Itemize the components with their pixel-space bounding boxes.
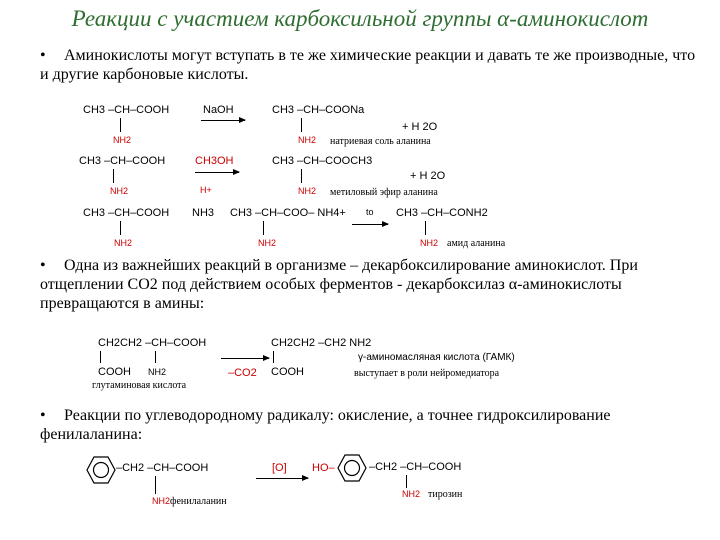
r5-reactant: –CH2 –CH–COOH: [116, 462, 209, 474]
bond-line: [301, 169, 302, 183]
paragraph-text: Аминокислоты могут вступать в те же химические реакции и давать те же производные, что и другие карбоновые кислоты.: [40, 47, 696, 83]
paragraph-3: [40, 406, 700, 444]
r4-nh2: NH2: [148, 367, 167, 377]
bond-line: [120, 118, 121, 132]
r3-condition: to: [366, 207, 374, 217]
bond-line: [273, 351, 274, 363]
r2-product: CH3 –CH–COOCH3: [272, 155, 373, 167]
r5-product-nh2: NH2: [402, 489, 421, 499]
r5-reagent: [O]: [272, 462, 287, 474]
r3-reactant: CH3 –CH–COOH: [83, 207, 170, 219]
bond-line: [425, 221, 426, 235]
r2-reagent: CH3OH: [195, 155, 234, 167]
r4-product: CH2CH2 –CH2 NH2: [271, 337, 372, 349]
r3-nh2-intermediate: NH2: [258, 238, 277, 248]
r2-byproduct: + H 2O: [410, 170, 446, 182]
r1-product: CH3 –CH–COONa: [272, 104, 365, 116]
reaction-arrow: [195, 172, 239, 173]
bond-line: [100, 351, 101, 363]
reaction-arrow: [221, 358, 269, 359]
bond-line: [406, 475, 407, 488]
r3-product: CH3 –CH–CONH2: [396, 207, 488, 219]
r3-reagent: NH3: [192, 207, 215, 219]
r3-nh2-reactant: NH2: [114, 238, 133, 248]
bond-line: [120, 221, 121, 235]
r4-cooh: COOH: [98, 366, 131, 378]
r4-product-cooh: COOH: [271, 366, 304, 378]
bullet: •: [40, 407, 46, 424]
r5-product: –CH2 –CH–COOH: [369, 461, 462, 473]
bullet: •: [40, 47, 46, 64]
bond-line: [301, 118, 302, 132]
r2-product-name: метиловый эфир аланина: [330, 187, 438, 198]
r1-product-name: натриевая соль аланина: [330, 136, 431, 147]
bond-line: [263, 221, 264, 235]
r5-product-name: тирозин: [428, 489, 463, 500]
r4-loss: –CO2: [228, 367, 257, 379]
paragraph-text: Одна из важнейших реакций в организме – декарбоксилирование аминокислот. При отщеплении CO2 под действием особых ферментов - декарбоксилаз α-аминокислоты превращаются в амины:: [40, 257, 638, 312]
bullet: •: [40, 257, 46, 274]
benzene-ring-icon: [337, 454, 367, 482]
r1-reactant: CH3 –CH–COOH: [83, 104, 170, 116]
paragraph-1: [40, 46, 700, 84]
r1-nh2-reactant: NH2: [113, 135, 132, 145]
r1-reagent: NaOH: [203, 104, 234, 116]
r5-hydroxyl: HO–: [312, 462, 335, 474]
r4-role: выступает в роли нейромедиатора: [354, 368, 500, 379]
r2-catalyst: H+: [200, 185, 212, 195]
r1-nh2-product: NH2: [298, 135, 317, 145]
r3-intermediate: CH3 –CH–COO– NH4+: [230, 207, 346, 219]
paragraph-2: [40, 256, 700, 313]
bond-line: [155, 476, 156, 494]
r4-product-name: γ-аминомасляная кислота (ГАМК): [358, 352, 515, 363]
r2-nh2-reactant: NH2: [110, 186, 129, 196]
paragraph-text: Реакции по углеводородному радикалу: окисление, а точнее гидроксилирование фенилаланина:: [40, 407, 611, 443]
page-title: Реакции с участием карбоксильной группы α-аминокислот: [71, 6, 649, 31]
r5-nh2: NH2: [152, 496, 171, 506]
r2-reactant: CH3 –CH–COOH: [79, 155, 166, 167]
r2-nh2-product: NH2: [298, 186, 317, 196]
r5-reactant-name: фенилаланин: [170, 496, 227, 507]
r1-byproduct: + H 2O: [402, 121, 438, 133]
reaction-arrow: [256, 478, 308, 479]
bond-line: [155, 351, 156, 363]
r3-nh2-product: NH2: [420, 238, 439, 248]
r4-reactant-name: глутаминовая кислота: [92, 380, 187, 391]
bond-line: [113, 169, 114, 183]
benzene-ring-icon: [86, 456, 116, 484]
reaction-arrow: [352, 224, 388, 225]
r3-product-name: амид аланина: [447, 238, 506, 249]
reaction-arrow: [201, 120, 245, 121]
r4-reactant: CH2CH2 –CH–COOH: [98, 337, 207, 349]
